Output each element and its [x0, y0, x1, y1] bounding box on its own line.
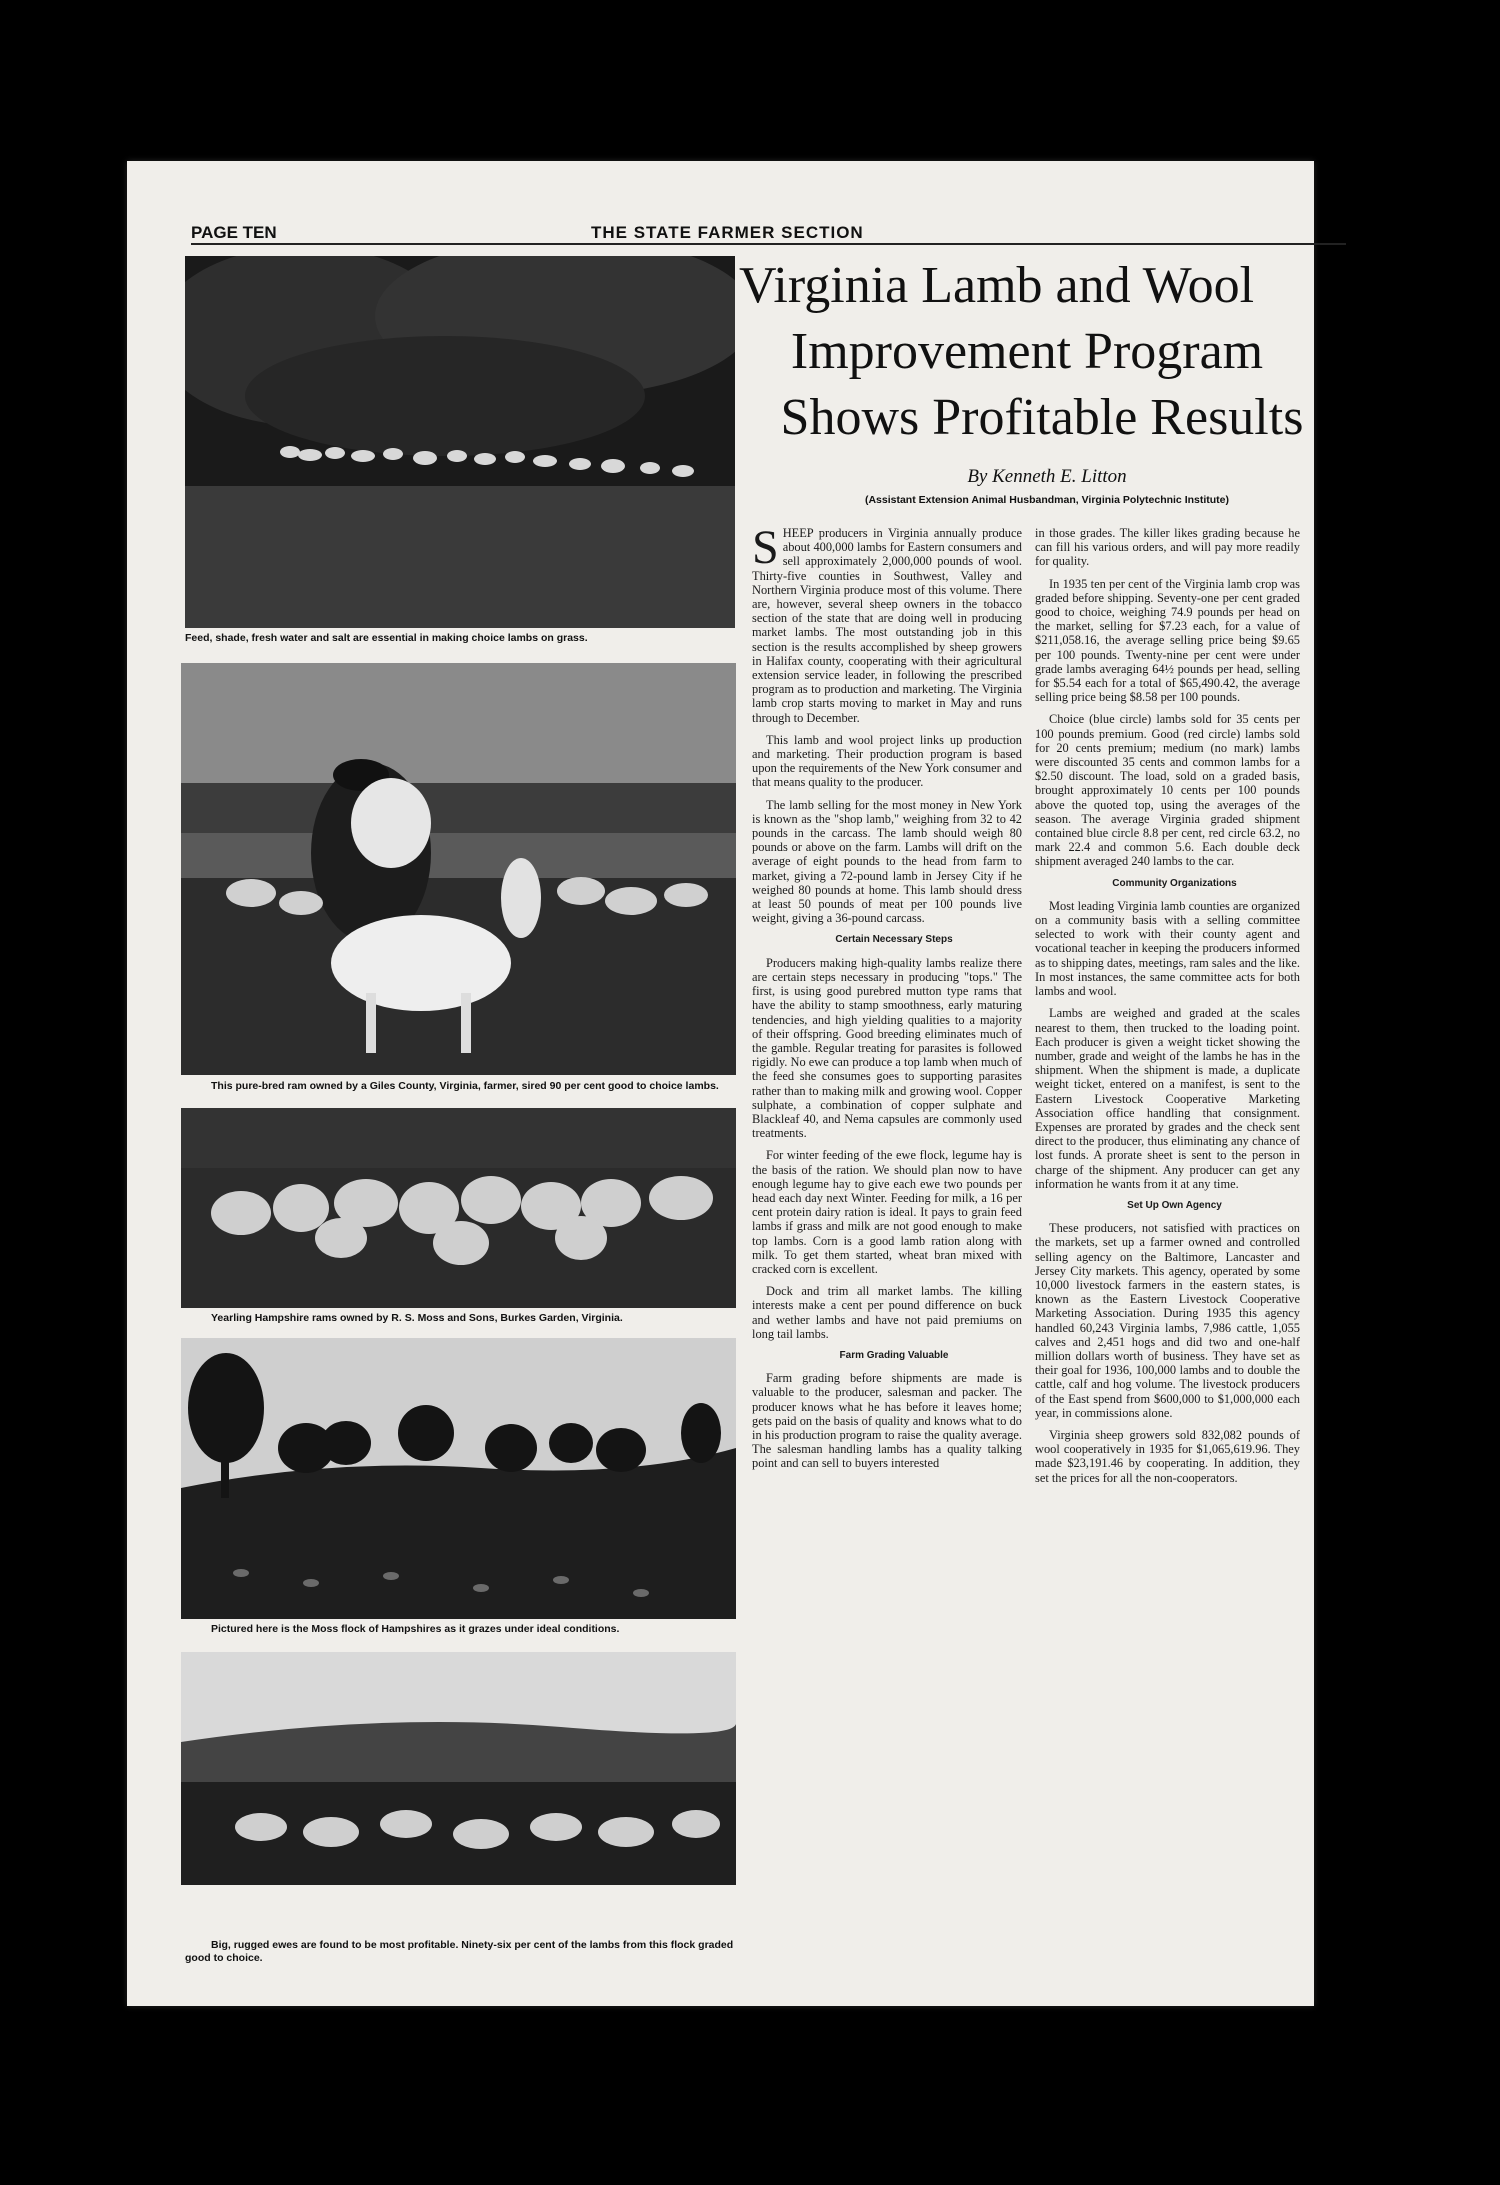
article-paragraph: Farm grading before shipments are made is valuable to the producer, salesman and packer. The producer knows what he has before it leaves home; gets paid on the basis of quality and knows what to do in his production program to raise the quality average. The salesman handling lambs has a quality talking point and can sell to buyers interested [752, 1371, 1022, 1471]
newspaper-page [127, 161, 1314, 2006]
author-affiliation: (Assistant Extension Animal Husbandman, Virginia Polytechnic Institute) [864, 494, 1230, 506]
headline-line: Virginia Lamb and Wool [739, 257, 1255, 314]
section-title: THE STATE FARMER SECTION [591, 223, 864, 242]
photo-caption: Yearling Hampshire rams owned by R. S. Moss and Sons, Burkes Garden, Virginia. [211, 1312, 623, 1324]
page-label: PAGE TEN [191, 223, 277, 242]
photo-sheep-in-shade [185, 256, 735, 628]
photo-pure-bred-ram [181, 663, 736, 1075]
article-paragraph: Lambs are weighed and graded at the scales nearest to them, then trucked to the loading point. Each producer is given a weight ticket showing the number, grade and weight of the lambs he has in the shipment. When the shipment is made, a duplicate weight ticket, entered on a manifest, is sent to the Eastern Livestock Cooperative Marketing Association office handling that consignment. Expenses are prorated by grades and the check sent direct to the producer, thus eliminating any chance of lost funds. A prorate sheet is sent to the person in charge of the shipment. Any producer can get any information he wants from it at any time. [1035, 1006, 1300, 1191]
photo-moss-flock-grazing [181, 1338, 736, 1619]
article-headline [739, 253, 1307, 451]
article-paragraph: Producers making high-quality lambs realize there are certain steps necessary in producing "tops." The first, is using good purebred mutton type rams that have the ability to stamp smoothness, early maturing tendencies, and high yielding qualities to a majority of their offspring. Good breeding eliminates much of the gamble. Regular treating for parasites is followed rigidly. No ewe can produce a top lamb when much of the feed she consumes goes to supporting parasites rather than to making milk and growing wool. Copper sulphate, a combination of copper sulphate and Blackleaf 40, and Nema capsules are commonly used treatments. [752, 955, 1022, 1141]
byline: By Kenneth E. Litton [967, 466, 1127, 487]
photo-caption: Big, rugged ewes are found to be most profitable. Ninety-six per cent of the lambs from this flock graded good to choice. [185, 1939, 734, 1964]
article-column-1 [752, 521, 1022, 1479]
photo-rugged-ewes [181, 1652, 736, 1885]
section-subhead: Certain Necessary Steps [835, 934, 953, 946]
article-paragraph: Choice (blue circle) lambs sold for 35 cents per 100 pounds premium. Good (red circle) lambs sold for 20 cents premium; medium (no mark) lambs were discounted 35 cents and common lambs for a $2.50 discount. The load, sold on a graded basis, brought approximately 10 cents per 100 pounds above the quoted top, using the averages of the season. The average Virginia graded shipment contained blue circle 8.8 per cent, red circle 63.2, no mark 22.4 and common 5.6. Each double deck shipment averaged 240 lambs to the car. [1035, 712, 1300, 869]
article-paragraph: The lamb selling for the most money in New York is known as the "shop lamb," weighing from 32 to 42 pounds in the carcass. The lamb should weigh 80 pounds or above on the farm. Lambs will drift on the average of eight pounds to the head from farm to market, giving a 72-pound lamb in Jersey City if he weighed 80 pounds at home. This lamb should dress at least 50 pounds of meat per 100 pounds live weight, giving a 36-pound carcass. [752, 797, 1022, 926]
photo-caption: This pure-bred ram owned by a Giles County, Virginia, farmer, sired 90 per cent good to choice lambs. [211, 1080, 719, 1092]
section-subhead: Community Organizations [1112, 877, 1237, 889]
article-paragraph: Most leading Virginia lamb counties are organized on a community basis with a selling committee selected to work with their county agent and vocational teacher in keeping the producers informed as to shipping dates, meetings, ram sales and the like. In most instances, the same committee acts for both lambs and wool. [1035, 898, 1300, 999]
article-paragraph: Virginia sheep growers sold 832,082 pounds of wool cooperatively in 1935 for $1,065,619.96. They made $23,191.46 by cooperating. In addition, they set the prices for all the non-cooperators. [1035, 1427, 1300, 1485]
article-paragraph: in those grades. The killer likes grading because he can fill his various orders, and will pay more readily for quality. [1035, 526, 1300, 569]
photo-caption: Feed, shade, fresh water and salt are essential in making choice lambs on grass. [185, 632, 588, 644]
article-paragraph: In 1935 ten per cent of the Virginia lamb crop was graded before shipping. Seventy-one per cent graded good to choice, weighing 74.9 pounds per head on the market, selling for $7.23 each, for a value of $211,058.16, the average selling price being $9.65 per 100 pounds. Twenty-nine per cent were under grade lambs averaging 64½ pounds per head, selling for $5.54 each for a total of $65,490.42, the average selling price being $8.58 per 100 pounds. [1035, 576, 1300, 705]
article-paragraph: These producers, not satisfied with practices on the markets, set up a farmer owned and controlled selling agency on the Baltimore, Lancaster and Jersey City markets. This agency, operated by some 10,000 livestock farmers in the eastern states, is known as the Eastern Livestock Cooperative Marketing Association. During 1935 this agency handled 60,243 Virginia lambs, 7,986 cattle, 1,055 calves and 2,451 hogs and did two and one-half million dollars worth of business. They have set as their goal for 1936, 100,000 lambs and to double the cattle, calf and hog volume. The livestock producers of the East spend from $600,000 to $1,000,000 each year, in commissions alone. [1035, 1221, 1300, 1420]
section-subhead: Set Up Own Agency [1127, 1199, 1222, 1211]
running-header [191, 223, 1346, 245]
article-column-2 [1035, 526, 1300, 1493]
headline-line: Improvement Program [790, 323, 1264, 380]
article-paragraph: Dock and trim all market lambs. The killing interests make a cent per pound difference on buck and wether lambs and have not paid premiums on long tail lambs. [752, 1284, 1022, 1341]
headline-line: Shows Profitable Results [780, 389, 1304, 446]
photo-caption: Pictured here is the Moss flock of Hampshires as it grazes under ideal conditions. [211, 1623, 620, 1635]
photo-yearling-rams [181, 1108, 736, 1308]
drop-cap: S [752, 521, 779, 574]
article-paragraph: For winter feeding of the ewe flock, legume hay is the basis of the ration. We should plan now to have enough legume hay to give each ewe two pounds per head each day next Winter. Feeding for milk, a 16 per cent protein dairy ration is ideal. It pays to grain feed lambs if grass and milk are not good enough to make top lambs. Corn is a good lamb ration along with milk. To get them started, wheat bran mixed with cracked corn is excellent. [752, 1148, 1022, 1276]
article-paragraph: This lamb and wool project links up production and marketing. Their production program is based upon the requirements of the New York consumer and that means quality to the producer. [752, 732, 1022, 790]
section-subhead: Farm Grading Valuable [839, 1349, 949, 1361]
article-paragraph: SHEEP producers in Virginia annually produce about 400,000 lambs for Eastern consumers and sell approximately 2,000,000 pounds of wool. Thirty-five counties in Southwest, Valley and Northern Virginia produce most of this volume. There are, however, several sheep owners in the tobacco section of the state that are doing well in producing market lambs. The most outstanding job in this section is the results accomplished by sheep growers in Halifax county, cooperating with their agricultural extension service leader, in following the prescribed program as to production and marketing. The Virginia lamb crop starts moving to market in May and runs through to December. [752, 521, 1022, 725]
header-rule [191, 243, 1346, 245]
